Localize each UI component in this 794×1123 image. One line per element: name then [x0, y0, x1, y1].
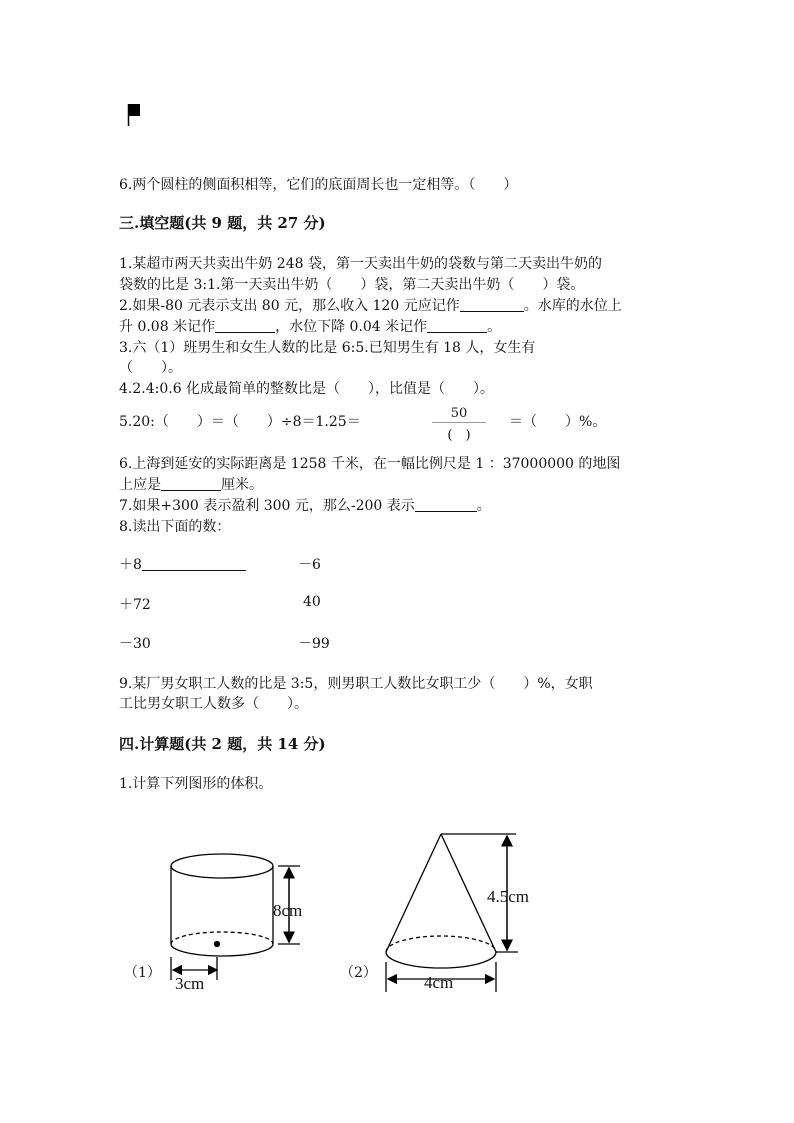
- fill-q6-text-b: 厘米。: [221, 477, 263, 493]
- section-4-title: 四.计算题(共 2 题，共 14 分): [119, 735, 326, 753]
- fill-q6-text-a: 上应是: [119, 477, 161, 493]
- q8-number-3: ＋72: [119, 597, 151, 613]
- cone-height-label: 4.5cm: [487, 887, 530, 906]
- fill-q2-text-b: 。水库的水位上: [523, 298, 622, 314]
- q8-number-5: －30: [119, 636, 151, 652]
- cone-diameter-label: 4cm: [424, 973, 454, 992]
- fill-q2-text-c: 升 0.08 米记作: [119, 319, 216, 335]
- fill-q2-text-d: ，水位下降 0.04 米记作: [275, 319, 428, 335]
- fraction-denominator: ( ): [447, 428, 471, 443]
- calc-q1: 1.计算下列图形的体积。: [119, 776, 273, 792]
- fill-q3-line2: （ ）。: [119, 360, 182, 376]
- fill-q1-line2: 袋数的比是 3:1.第一天卖出牛奶（ ）袋，第二天卖出牛奶（ ）袋。: [119, 277, 585, 293]
- fill-q8: 8.读出下面的数：: [119, 519, 231, 535]
- fill-q3-line1: 3.六（1）班男生和女生人数的比是 6:5.已知男生有 18 人，女生有: [119, 340, 536, 356]
- fill-q7-text-a: 7.如果+300 表示盈利 300 元，那么-200 表示: [119, 498, 415, 514]
- q8-number-6: －99: [298, 636, 330, 652]
- fill-q4: 4.2.4:0.6 化成最简单的整数比是（ ），比值是（ ）。: [119, 381, 495, 397]
- fill-q6-line1: 6.上海到延安的实际距离是 1258 千米，在一幅比例尺是 1 ：37000000 的地图: [119, 456, 621, 472]
- judgment-question-6: 6.两个圆柱的侧面积相等，它们的底面周长也一定相等。（ ）: [119, 177, 518, 193]
- fill-q9-line2: 工比男女职工人数多（ ）。: [119, 696, 308, 712]
- fill-q5-part-b: ＝（ ）%。: [509, 414, 607, 430]
- q8-number-4: 40: [303, 594, 321, 610]
- fill-q9-line1: 9.某厂男女职工人数的比是 3:5，则男职工人数比女职工少（ ）%，女职: [119, 676, 593, 692]
- fill-q2-text-e: 。: [487, 319, 502, 335]
- cone-figure: [386, 834, 518, 992]
- fill-q2-text-a: 2.如果-80 元表示支出 80 元，那么收入 120 元应记作: [119, 298, 460, 314]
- figure-2-label: （2）: [340, 965, 377, 981]
- q8-number-2: －6: [298, 557, 321, 573]
- cylinder-radius-label: 3cm: [175, 974, 205, 993]
- number-label: ＋8: [119, 557, 142, 573]
- figure-1-label: （1）: [124, 965, 161, 981]
- fraction-numerator: 50: [432, 406, 486, 423]
- fill-q1-line1: 1.某超市两天共卖出牛奶 248 袋，第一天卖出牛奶的袋数与第二天卖出牛奶的: [119, 256, 602, 272]
- cylinder-height-label: 8cm: [273, 901, 303, 920]
- section-3-title: 三.填空题(共 9 题，共 27 分): [119, 214, 326, 232]
- fill-q5-part-a: 5.20:（ ）＝（ ）÷8＝1.25＝: [119, 414, 361, 430]
- fill-q7-text-b: 。: [476, 498, 491, 514]
